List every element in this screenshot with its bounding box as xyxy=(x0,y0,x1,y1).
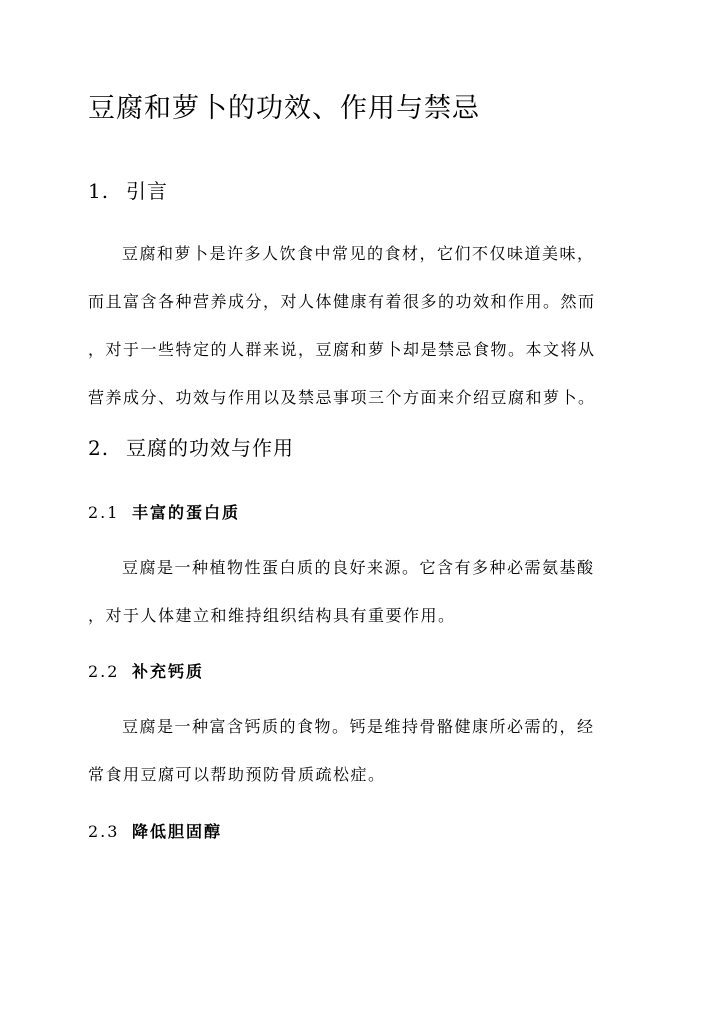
paragraph-line: 常食用豆腐可以帮助预防骨质疏松症。 xyxy=(88,765,386,784)
subsection-title: 降低胆固醇 xyxy=(132,822,223,841)
subsection-title: 丰富的蛋白质 xyxy=(132,503,241,522)
section-number: 1. xyxy=(88,179,110,203)
paragraph-line: 营养成分、功效与作用以及禁忌事项三个方面来介绍豆腐和萝卜。 xyxy=(88,388,596,407)
subsection-heading-cholesterol xyxy=(88,819,222,842)
subsection-heading-calcium xyxy=(88,659,204,682)
subsection-number: 2.1 xyxy=(88,503,120,522)
paragraph-line: 豆腐是一种富含钙质的食物。钙是维持骨骼健康所必需的，经 xyxy=(122,717,595,736)
paragraph-line: ，对于人体建立和维持组织结构具有重要作用。 xyxy=(88,606,456,625)
section-heading-introduction xyxy=(88,175,168,204)
subsection-title: 补充钙质 xyxy=(132,662,205,681)
protein-paragraph xyxy=(88,544,632,640)
paragraph-line: 而且富含各种营养成分，对人体健康有着很多的功效和作用。然而 xyxy=(88,292,596,311)
section-heading-tofu-benefits xyxy=(88,432,294,461)
calcium-paragraph xyxy=(88,703,632,799)
paragraph-line: 豆腐是一种植物性蛋白质的良好来源。它含有多种必需氨基酸 xyxy=(122,558,595,577)
paragraph-line: ，对于一些特定的人群来说，豆腐和萝卜却是禁忌食物。本文将从 xyxy=(88,340,596,359)
subsection-number: 2.2 xyxy=(88,662,120,681)
section-title: 豆腐的功效与作用 xyxy=(126,436,294,460)
section-title: 引言 xyxy=(126,179,168,203)
document-title: 豆腐和萝卜的功效、作用与禁忌 xyxy=(88,93,480,124)
subsection-number: 2.3 xyxy=(88,822,120,841)
section-number: 2. xyxy=(88,436,110,460)
paragraph-line: 豆腐和萝卜是许多人饮食中常见的食材，它们不仅味道美味， xyxy=(122,244,595,263)
subsection-heading-protein xyxy=(88,500,240,523)
introduction-paragraph xyxy=(88,230,632,422)
